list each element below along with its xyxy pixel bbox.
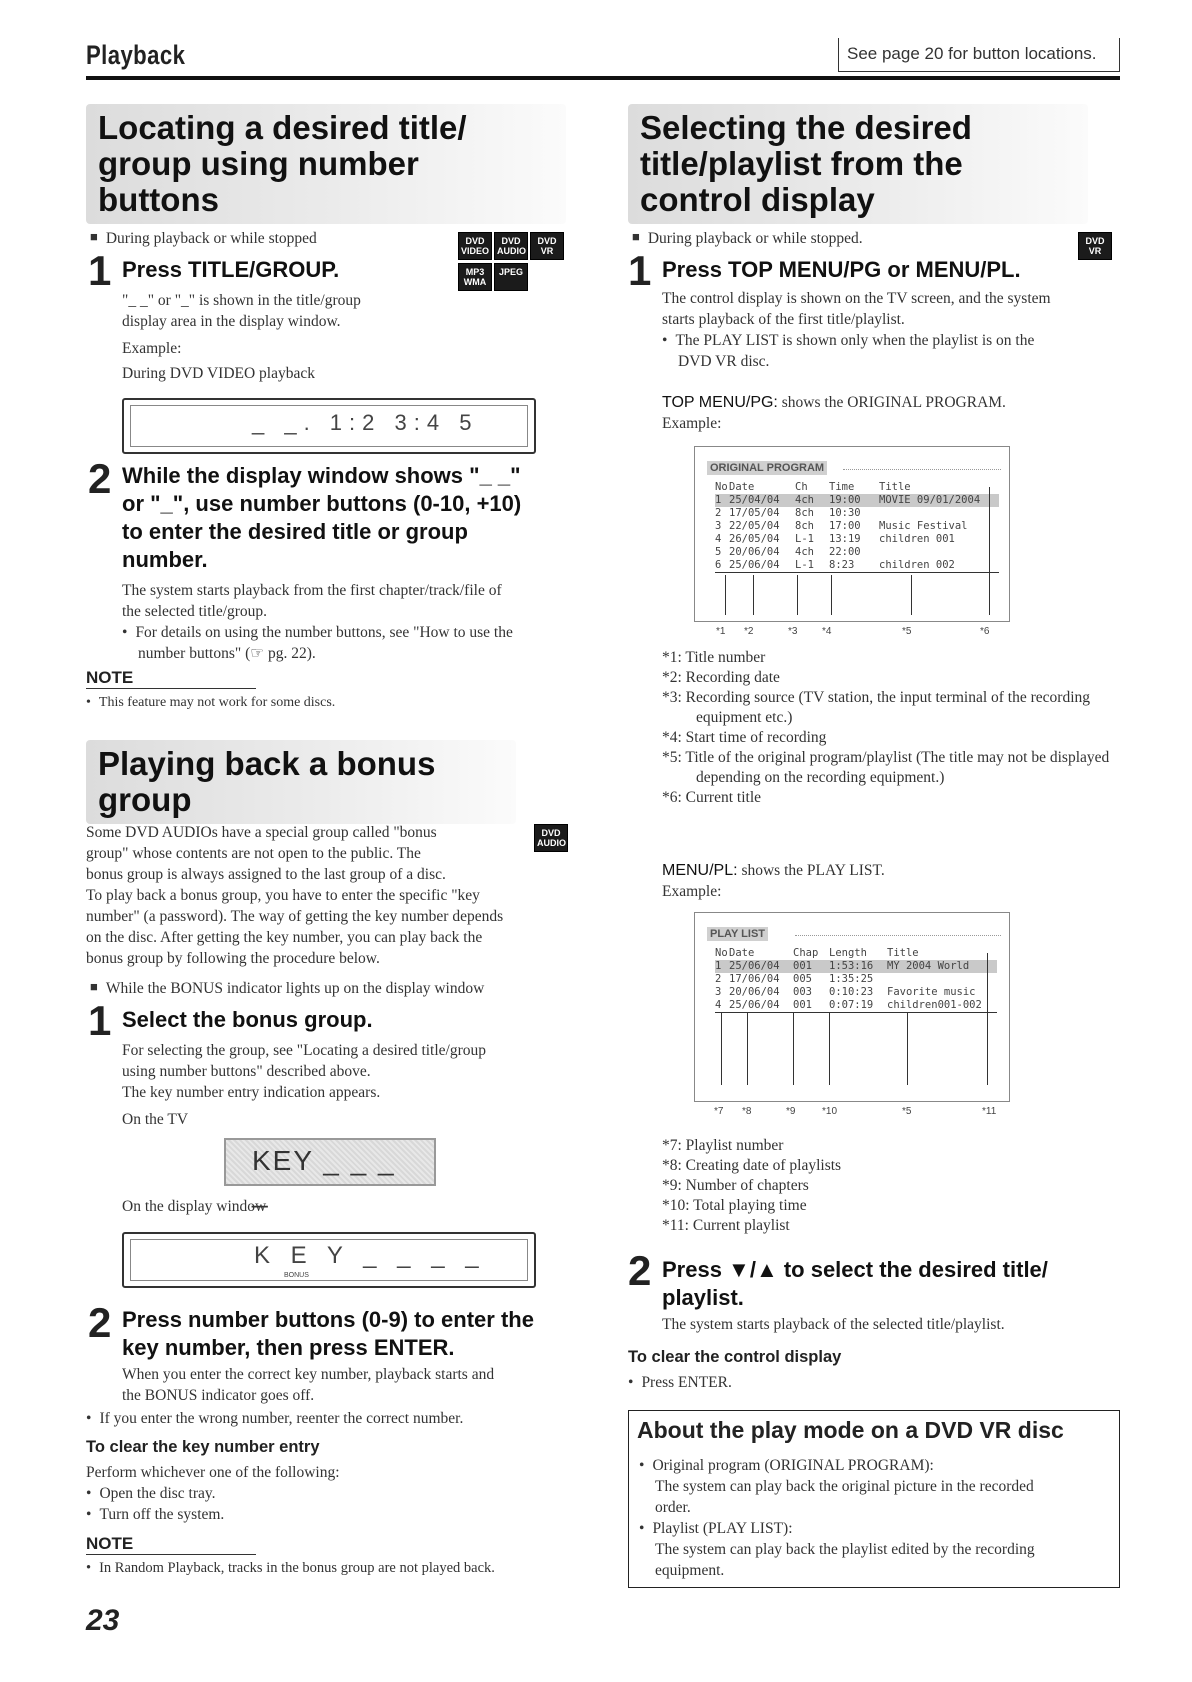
bonus-indicator: BONUS <box>284 1272 309 1279</box>
step-body: For selecting the group, see "Locating a desired title/group using number buttons" described above. The key number entry indication appears. On the TV <box>122 1042 487 1128</box>
bullet-text: • If you enter the wrong number, reenter the correct number. <box>86 1408 463 1429</box>
original-program-table: No Date Ch Time Title 1 25/04/04 4ch 19:00 MOVIE 09/01/2004 2 17/05/04 8ch 10:30 3 22/05/04 8ch 17:00 Music Festival 4 26/05/04 L-1 13:19 children 001 5 20/06/04 4ch 22:00 6 25/06/04 L-1 8:23 children 002 <box>715 481 999 573</box>
callout-labels: *7 *8 *9 *10 *5 *11 <box>714 1106 997 1117</box>
footnotes-playlist: *7: Playlist number *8: Creating date of playlists *9: Number of chapters *10: Total playing time *11: Current playlist <box>662 1137 842 1234</box>
table-row-current: 1 25/06/04 001 1:53:16 MY 2004 World <box>715 960 997 973</box>
step-number: 1 <box>628 247 652 294</box>
disc-badges <box>458 232 568 291</box>
original-program-screen <box>694 446 1010 622</box>
page-reference: See page 20 for button locations. <box>838 38 1120 72</box>
step-title: Select the bonus group. <box>122 1007 373 1032</box>
step-body: The system starts playback from the first chapter/track/file of the selected title/group. • For details on using the number buttons, see "How to use the number buttons" (☞ pg. 22). <box>122 580 513 664</box>
table-row: 4 26/05/04 L-1 13:19 children 001 <box>715 533 955 545</box>
step-body: When you enter the correct key number, playback starts and the BONUS indicator goes off. <box>122 1366 495 1404</box>
footnotes-original: *1: Title number *2: Recording date *3: Recording source (TV station, the input terminal of the recording equipment etc.) *4: Start time of recording *5: Title of the original program/playlist (The title may not be displayed depending on the recording equipment.) *6: Current title <box>662 649 1110 806</box>
note-text: • This feature may not work for some discs. <box>86 692 335 713</box>
badge-dvd-vr: DVD VR <box>1078 232 1112 260</box>
badge-dvd-audio: DVD AUDIO <box>534 824 568 852</box>
section-title-bonus: Playing back a bonus group <box>86 740 516 824</box>
section-header: Playback <box>86 40 186 70</box>
header-rule <box>86 76 1120 80</box>
title-line: buttons <box>98 181 219 218</box>
step-body: The system starts playback of the selected title/playlist. <box>662 1316 1005 1333</box>
step-number: 2 <box>88 1299 112 1346</box>
title-line: group using number <box>98 145 419 182</box>
section-title-locating <box>86 104 566 224</box>
title-line: Locating a desired title/ <box>98 109 467 146</box>
page-number: 23 <box>86 1604 120 1637</box>
display-window-example <box>122 398 536 454</box>
callout-labels: *1 *2 *3 *4 *5 *6 <box>716 626 990 637</box>
about-play-mode-box <box>628 1410 1120 1588</box>
note-heading: NOTE <box>86 668 256 689</box>
clear-list: Perform whichever one of the following: • Open the disc tray. • Turn off the system. <box>86 1462 340 1525</box>
screen-title: PLAY LIST <box>707 927 768 941</box>
play-list-table: No Date Chap Length Title 1 25/06/04 001 1:53:16 MY 2004 World 2 17/06/04 005 1:35:25 3 20/06/04 003 0:10:23 Favorite music 4 25/06/04 001 0:07:19 children001-002 <box>715 947 997 1013</box>
badge-mp3-wma: MP3 WMA <box>458 263 492 291</box>
table-row: 4 25/06/04 001 0:07:19 children001-002 <box>715 999 997 1013</box>
step-number: 1 <box>88 997 112 1044</box>
step-title: Press number buttons (0-9) to enter the key number, then press ENTER. <box>122 1307 534 1360</box>
play-list-screen <box>694 912 1010 1102</box>
tv-key-display: KEY _ _ _ _ <box>224 1138 436 1186</box>
table-row: 2 17/05/04 8ch 10:30 <box>715 507 861 519</box>
table-row-current: 1 25/04/04 4ch 19:00 MOVIE 09/01/2004 <box>715 494 999 507</box>
topmenu-desc: TOP MENU/PG: shows the ORIGINAL PROGRAM. Example: <box>662 394 1006 432</box>
step-number: 1 <box>88 247 112 294</box>
menupl-desc: MENU/PL: shows the PLAY LIST. Example: <box>662 862 885 900</box>
badge-dvd-audio: DVD AUDIO <box>494 232 528 260</box>
table-row: 3 20/06/04 003 0:10:23 Favorite music <box>715 986 976 998</box>
step-number: 2 <box>628 1247 652 1294</box>
table-row: 6 25/06/04 L-1 8:23 children 002 <box>715 559 999 573</box>
badge-dvd-video: DVD VIDEO <box>458 232 492 260</box>
step-title: Press TITLE/GROUP. <box>122 257 340 282</box>
box-body: • Original program (ORIGINAL PROGRAM): The system can play back the original picture in the recorded order. • Playlist (PLAY LIST): The system can play back the playlist edited by the recording equipment. <box>639 1455 1109 1581</box>
note-text: • In Random Playback, tracks in the bonus group are not played back. <box>86 1558 495 1579</box>
subheading: To clear the key number entry <box>86 1438 320 1456</box>
bonus-intro: Some DVD AUDIOs have a special group called "bonus group" whose contents are not open to the public. The bonus group is always assigned to the last group of a disc. To play back a bonus group, you have to enter the specific "key number" (a password). The way of getting the key number depends on the disc. After getting the key number, you can play back the bonus group by following the procedure below. <box>86 824 504 967</box>
table-row: 5 20/06/04 4ch 22:00 <box>715 546 861 558</box>
table-row: 3 22/05/04 8ch 17:00 Music Festival <box>715 520 968 532</box>
step-title: While the display window shows "_ _" or "_", use number buttons (0-10, +10) to enter the desired title or group number. <box>122 463 522 572</box>
screen-title: ORIGINAL PROGRAM <box>707 461 827 475</box>
step-body: "_ _" or "_" is shown in the title/group display area in the display window. Example: During DVD VIDEO playback <box>122 292 361 382</box>
section-title-selecting: Selecting the desired title/playlist from the control display <box>628 104 1088 224</box>
step-title: Press TOP MENU/PG or MENU/PL. <box>662 257 1021 282</box>
step-number: 2 <box>88 455 112 502</box>
clear-item: • Press ENTER. <box>628 1372 732 1393</box>
condition-text: ■ During playback or while stopped. <box>632 228 863 249</box>
display-text: _ _. 1:2 3:4 5 <box>252 410 479 435</box>
condition-text: ■ During playback or while stopped <box>90 228 317 249</box>
display-window-label: On the display window <box>122 1198 267 1215</box>
condition-text: ■ While the BONUS indicator lights up on the display window <box>90 978 484 999</box>
subheading: To clear the control display <box>628 1348 842 1366</box>
box-title: About the play mode on a DVD VR disc <box>637 1417 1064 1443</box>
badge-jpeg: JPEG <box>494 263 528 291</box>
badge-dvd-vr: DVD VR <box>530 232 564 260</box>
step-title: Press ▼/▲ to select the desired title/ playlist. <box>662 1257 1048 1310</box>
display-window-key <box>122 1232 536 1288</box>
step-body: The control display is shown on the TV screen, and the system starts playback of the first title/playlist. • The PLAY LIST is shown only when the playlist is on the DVD VR disc. <box>662 288 1051 372</box>
display-text: K E Y _ _ _ _ <box>254 1242 486 1269</box>
note-heading: NOTE <box>86 1534 256 1555</box>
table-row: 2 17/06/04 005 1:35:25 <box>715 973 874 985</box>
